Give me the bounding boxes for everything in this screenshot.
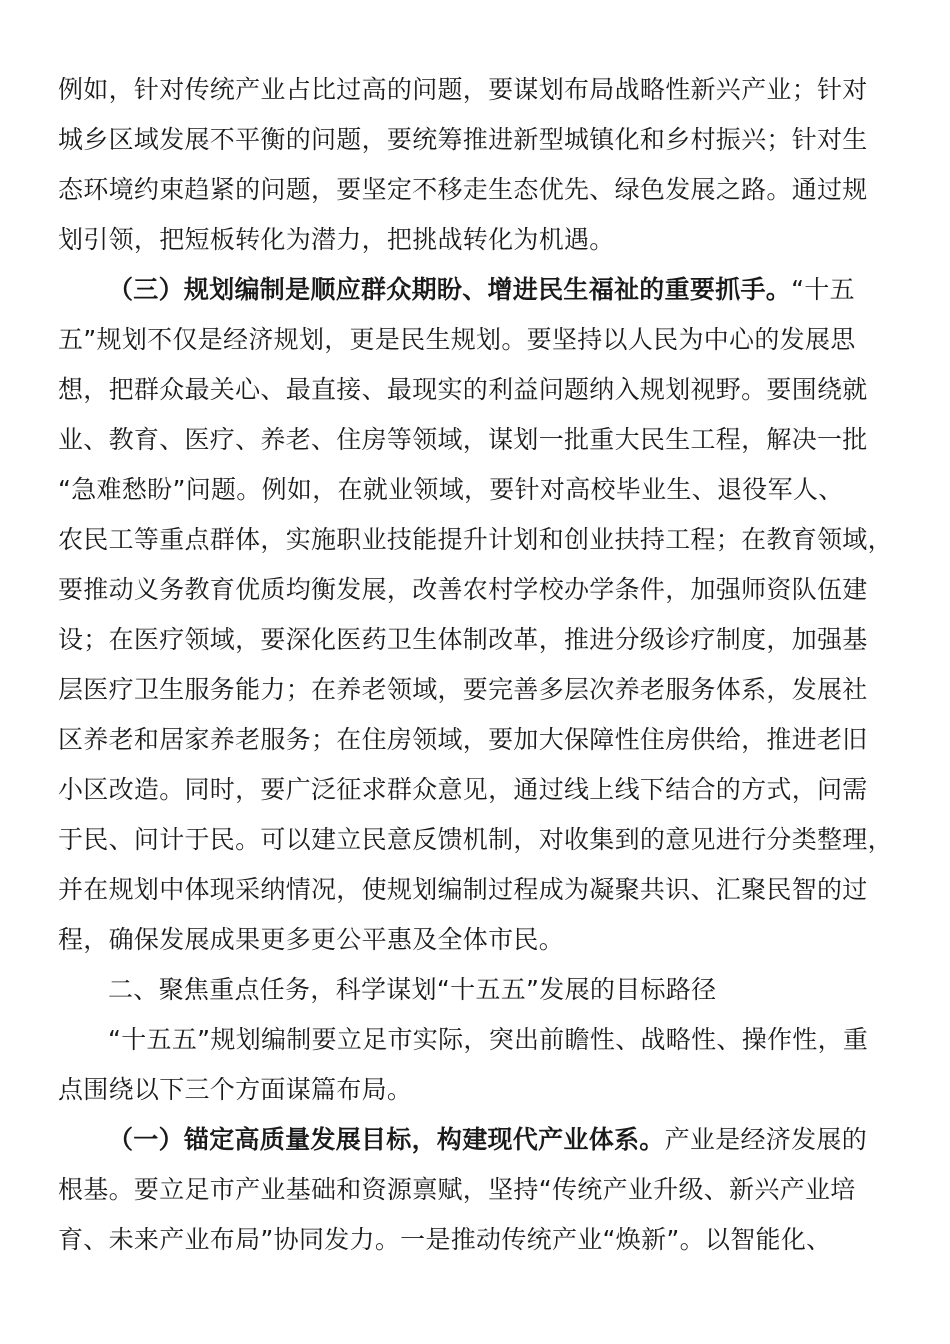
body-text: 区养老和居家养老服务；在住房领域，要加大保障性住房供给，推进老旧 [58, 725, 868, 754]
text-line [58, 724, 898, 756]
body-text: 五”规划不仅是经济规划，更是民生规划。要坚持以人民为中心的发展思 [58, 325, 856, 354]
text-line [58, 174, 898, 206]
text-line [58, 424, 898, 456]
body-text: 程，确保发展成果更多更公平惠及全体市民。 [58, 925, 565, 954]
body-text: 小区改造。同时，要广泛征求群众意见，通过线上线下结合的方式，问需 [58, 775, 868, 804]
text-line [58, 924, 898, 956]
text-line [58, 874, 898, 906]
body-text: 根基。要立足市产业基础和资源禀赋，坚持“传统产业升级、新兴产业培 [58, 1175, 856, 1204]
text-line [58, 774, 898, 806]
body-text: 二、聚焦重点任务，科学谋划“十五五”发展的目标路径 [108, 975, 717, 1004]
body-text: 并在规划中体现采纳情况，使规划编制过程成为凝聚共识、汇聚民智的过 [58, 875, 868, 904]
body-text: 要推动义务教育优质均衡发展，改善农村学校办学条件，加强师资队伍建 [58, 575, 868, 604]
body-text: “十五 [791, 275, 855, 304]
text-line [58, 1224, 898, 1256]
body-text: 层医疗卫生服务能力；在养老领域，要完善多层次养老服务体系，发展社 [58, 675, 868, 704]
text-line [58, 524, 898, 556]
text-line [58, 374, 898, 406]
body-text: 例如，针对传统产业占比过高的问题，要谋划布局战略性新兴产业；针对 [58, 75, 868, 104]
body-text: 态环境约束趋紧的问题，要坚定不移走生态优先、绿色发展之路。通过规 [58, 175, 868, 204]
text-line [58, 574, 898, 606]
body-text: “十五五”规划编制要立足市实际，突出前瞻性、战略性、操作性，重 [108, 1025, 869, 1054]
body-text: “急难愁盼”问题。例如，在就业领域，要针对高校毕业生、退役军人、 [58, 475, 844, 504]
body-text: 城乡区域发展不平衡的问题，要统筹推进新型城镇化和乡村振兴；针对生 [58, 125, 868, 154]
body-text: 设；在医疗领域，要深化医药卫生体制改革，推进分级诊疗制度，加强基 [58, 625, 868, 654]
text-line [58, 624, 898, 656]
body-text: 于民、问计于民。可以建立民意反馈机制，对收集到的意见进行分类整理， [58, 825, 893, 854]
text-line [58, 1174, 898, 1206]
text-line [58, 674, 898, 706]
text-line [58, 824, 898, 856]
body-text: 育、未来产业布局”协同发力。一是推动传统产业“焕新”。以智能化、 [58, 1225, 832, 1254]
text-line [58, 474, 898, 506]
body-text: 产业是经济发展的 [664, 1125, 868, 1154]
body-text: 业、教育、医疗、养老、住房等领域，谋划一批重大民生工程，解决一批 [58, 425, 868, 454]
text-line [58, 124, 898, 156]
body-text: 农民工等重点群体，实施职业技能提升计划和创业扶持工程；在教育领域， [58, 525, 893, 554]
body-text: 点围绕以下三个方面谋篇布局。 [58, 1075, 413, 1104]
text-line [108, 974, 948, 1006]
text-line [58, 74, 898, 106]
text-line [108, 1124, 948, 1156]
body-text: 划引领，把短板转化为潜力，把挑战转化为机遇。 [58, 225, 615, 254]
text-line [58, 324, 898, 356]
text-line [108, 1024, 948, 1056]
text-line [108, 274, 948, 306]
text-line [58, 1074, 898, 1106]
body-text: 想，把群众最关心、最直接、最现实的利益问题纳入规划视野。要围绕就 [58, 375, 868, 404]
bold-heading-text: （一）锚定高质量发展目标，构建现代产业体系。 [108, 1125, 665, 1154]
text-line [58, 224, 898, 256]
bold-heading-text: （三）规划编制是顺应群众期盼、增进民生福祉的重要抓手。 [108, 275, 792, 304]
